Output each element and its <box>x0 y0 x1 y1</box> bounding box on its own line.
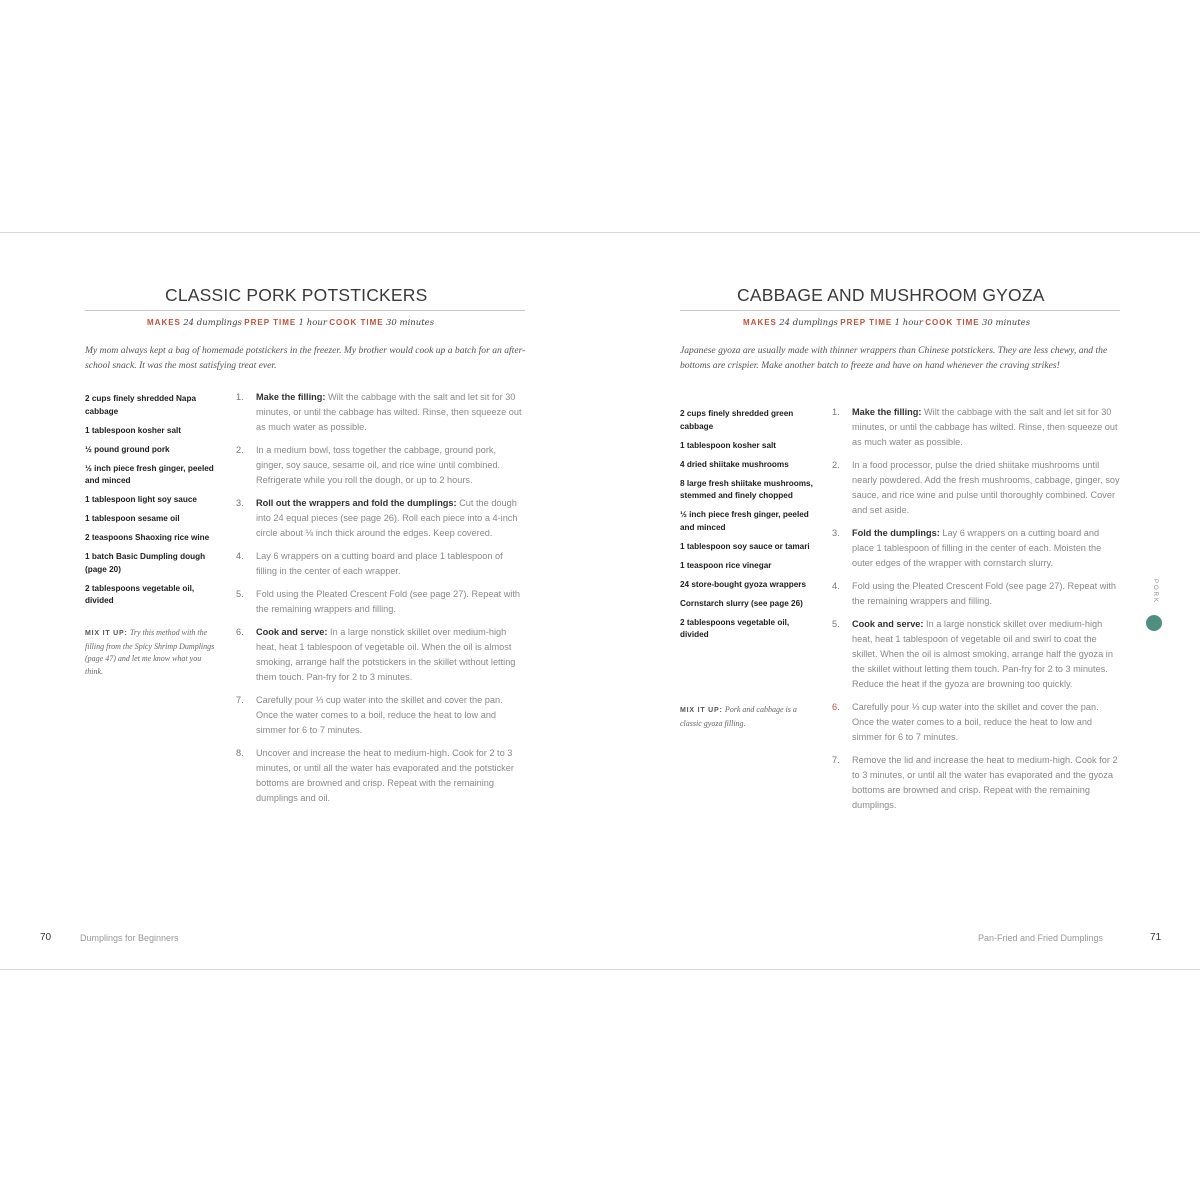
step-text: In a food processor, pulse the dried shiitake mushrooms until nearly powdered. Add the fresh mushrooms, cabbage, ginger, soy sauce, and rice wine and pulse until thoroughly combined. Cover and set aside. <box>852 460 1120 515</box>
ingredient-item: 24 store-bought gyoza wrappers <box>680 579 807 589</box>
step-number: 5. <box>236 589 244 599</box>
left-page <box>0 233 600 969</box>
step-item <box>832 579 1122 609</box>
mix-it-up-note: MIX IT UP: Try this method with the filling from the Spicy Shrimp Dumplings (page 47) and let me know what you think. <box>85 628 215 676</box>
ingredient-item: 1 tablespoon kosher salt <box>680 440 777 450</box>
book-spread <box>0 232 1200 970</box>
step-number: 3. <box>832 528 840 538</box>
recipe-title: CLASSIC PORK POTSTICKERS <box>165 285 428 305</box>
step-text: Wilt the cabbage with the salt and let sit for 30 minutes, or until the cabbage has wilted. Rinse, then squeeze out as much water as possible. <box>852 407 1118 447</box>
step-number: 2. <box>832 460 840 470</box>
step-heading: Cook and serve: <box>256 627 328 637</box>
ingredient-item: 4 dried shiitake mushrooms <box>680 459 789 469</box>
recipe-meta: MAKES 24 dumplings PREP TIME 1 hour COOK TIME 30 minutes <box>743 318 1031 328</box>
step-text: Uncover and increase the heat to medium-high. Cook for 2 to 3 minutes, or until all the water has evaporated and the potsticker bottoms are browned and crisp. Repeat with the remaining dumplings and oil. <box>256 748 514 803</box>
step-number: 1. <box>832 407 840 417</box>
ingredient-item: Cornstarch slurry (see page 26) <box>680 598 803 608</box>
ingredient-item: 1 tablespoon sesame oil <box>85 514 180 523</box>
recipe-title: CABBAGE AND MUSHROOM GYOZA <box>737 285 1045 305</box>
ingredient-item: 1 tablespoon soy sauce or tamari <box>680 541 810 551</box>
ingredient-item: 1 tablespoon kosher salt <box>85 425 182 435</box>
step-text: In a large nonstick skillet over medium-high heat, heat 1 tablespoon of vegetable oil. When the oil is almost smoking, arrange half the potstickers in the skillet without letting them touch. Pan-fry for 2 to 3 minutes. <box>256 627 516 682</box>
ingredient-item: ½ inch piece fresh ginger, peeled and minced <box>680 510 809 532</box>
chapter-tab-dot <box>1146 615 1162 631</box>
right-page <box>600 233 1200 969</box>
ingredient-item: 2 tablespoons vegetable oil, divided <box>85 583 195 605</box>
recipe-meta: MAKES 24 dumplings PREP TIME 1 hour COOK TIME 30 minutes <box>147 318 435 328</box>
step-list <box>236 390 526 814</box>
running-footer: Dumplings for Beginners <box>80 933 179 943</box>
step-text: Lay 6 wrappers on a cutting board and place 1 tablespoon of filling in the center of each wrapper. <box>256 551 503 576</box>
ingredient-item: ½ pound ground pork <box>85 444 170 454</box>
step-text: Fold using the Pleated Crescent Fold (see page 27). Repeat with the remaining wrappers and filling. <box>852 581 1117 606</box>
ingredient-item: 8 large fresh shiitake mushrooms, stemmed and finely chopped <box>680 478 813 500</box>
step-item <box>236 693 526 738</box>
page-number: 71 <box>1150 932 1162 943</box>
step-text: Lay 6 wrappers on a cutting board and place 1 tablespoon of filling in the center of each. Moisten the outer edges of the wrapper with cornstarch slurry. <box>852 528 1102 568</box>
step-number: 3. <box>236 498 244 508</box>
step-item <box>236 549 526 579</box>
step-number: 2. <box>236 445 244 455</box>
step-number: 6. <box>832 702 840 712</box>
step-item <box>236 390 526 435</box>
step-item <box>832 617 1122 692</box>
step-text: Cut the dough into 24 equal pieces (see page 26). Roll each piece into a 4-inch circle about ⅛ inch thick around the edges. Keep covered. <box>256 498 518 538</box>
ingredient-item: ½ inch piece fresh ginger, peeled and minced <box>85 463 214 485</box>
title-rule <box>680 310 1120 311</box>
step-text: In a medium bowl, toss together the cabbage, ground pork, ginger, soy sauce, sesame oil, and rice wine until combined. Refrigerate while you roll the dough, or up to 2 hours. <box>256 445 501 485</box>
step-text: Carefully pour ⅓ cup water into the skillet and cover the pan. Once the water comes to a boil, reduce the heat to low and simmer for 6 to 7 minutes. <box>852 702 1099 742</box>
ingredient-item: 2 tablespoons vegetable oil, divided <box>680 617 790 639</box>
ingredient-list <box>680 408 815 648</box>
title-rule <box>85 310 525 311</box>
page-number: 70 <box>40 932 52 943</box>
step-heading: Cook and serve: <box>852 619 924 629</box>
step-number: 7. <box>832 755 840 765</box>
ingredient-list <box>85 393 220 614</box>
ingredient-item: 2 cups finely shredded green cabbage <box>680 409 794 431</box>
step-item <box>832 753 1122 813</box>
mix-it-up-note: MIX IT UP: Pork and cabbage is a classic gyoza filling. <box>680 705 797 728</box>
step-item <box>832 700 1122 745</box>
step-text: Remove the lid and increase the heat to medium-high. Cook for 2 to 3 minutes, or until all the water has evaporated and the gyoza bottoms are browned and crisp. Repeat with the remaining dumplings. <box>852 755 1118 810</box>
step-item <box>832 458 1122 518</box>
step-text: Carefully pour ⅓ cup water into the skillet and cover the pan. Once the water comes to a boil, reduce the heat to low and simmer for 6 to 7 minutes. <box>256 695 503 735</box>
running-footer: Pan-Fried and Fried Dumplings <box>978 933 1104 943</box>
ingredient-item: 2 teaspoons Shaoxing rice wine <box>85 533 210 542</box>
recipe-intro: Japanese gyoza are usually made with thinner wrappers than Chinese potstickers. They are less chewy, and the bottoms are crispier. Make another batch to freeze and have on hand whenever the craving strikes! <box>680 345 1108 371</box>
step-item <box>236 625 526 685</box>
ingredient-item: 1 tablespoon light soy sauce <box>85 495 197 504</box>
step-heading: Make the filling: <box>256 392 326 402</box>
step-number: 4. <box>236 551 244 561</box>
step-heading: Make the filling: <box>852 407 922 417</box>
step-number: 6. <box>236 627 244 637</box>
step-number: 4. <box>832 581 840 591</box>
step-number: 1. <box>236 392 244 402</box>
chapter-tab-label: PORK <box>1152 579 1158 605</box>
step-item <box>236 496 526 541</box>
step-item <box>832 405 1122 450</box>
step-number: 7. <box>236 695 244 705</box>
step-number: 8. <box>236 748 244 758</box>
step-heading: Roll out the wrappers and fold the dumplings: <box>256 498 457 508</box>
step-list <box>832 405 1122 821</box>
step-text: Wilt the cabbage with the salt and let sit for 30 minutes, or until the cabbage has wilted. Rinse, then squeeze out as much water as possible. <box>256 392 522 432</box>
step-heading: Fold the dumplings: <box>852 528 940 538</box>
step-item <box>236 443 526 488</box>
ingredient-item: 1 teaspoon rice vinegar <box>680 560 772 570</box>
step-item <box>832 526 1122 571</box>
recipe-intro: My mom always kept a bag of homemade potstickers in the freezer. My brother would cook up a batch for an after-school snack. It was the most satisfying treat ever. <box>85 345 526 371</box>
step-text: Fold using the Pleated Crescent Fold (see page 27). Repeat with the remaining wrappers and filling. <box>256 589 521 614</box>
step-item <box>236 587 526 617</box>
step-text: In a large nonstick skillet over medium-high heat, heat 1 tablespoon of vegetable oil and swirl to coat the skillet. When the oil is almost smoking, arrange half the gyoza in the skillet without letting them touch. Pan-fry for 2 to 3 minutes. Reduce the heat if the gyoza are browning too quickly. <box>852 619 1113 689</box>
ingredient-item: 2 cups finely shredded Napa cabbage <box>85 394 197 416</box>
ingredient-item: 1 batch Basic Dumpling dough (page 20) <box>85 552 206 574</box>
step-number: 5. <box>832 619 840 629</box>
step-item <box>236 746 526 806</box>
